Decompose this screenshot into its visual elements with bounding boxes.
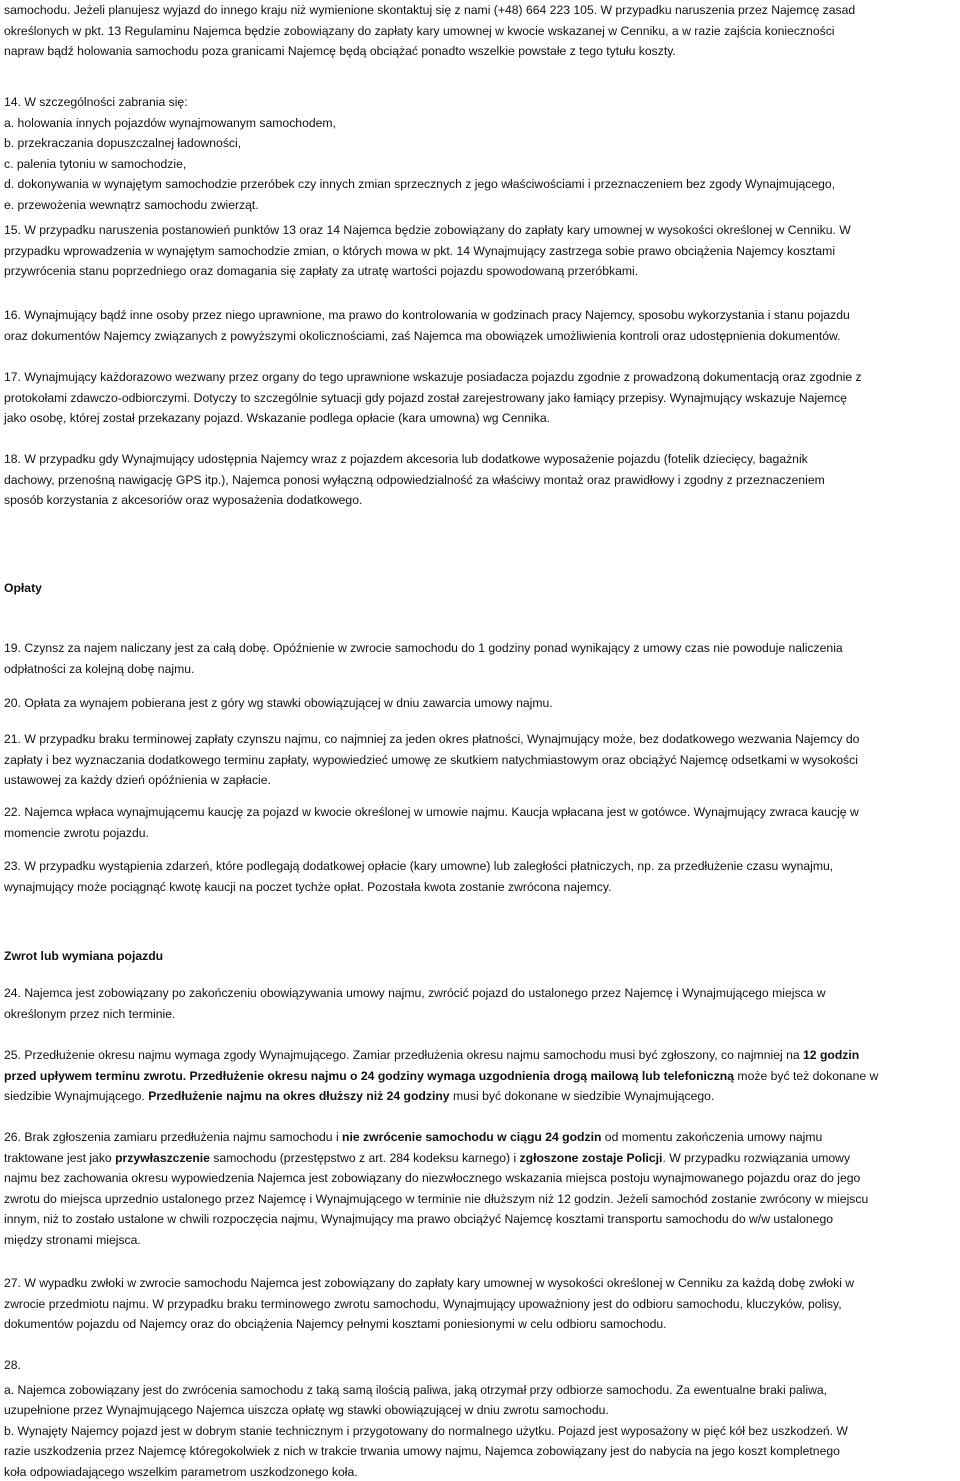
- text-line: 14. W szczególności zabrania się:: [4, 95, 188, 109]
- paragraph-intro: [4, 0, 954, 62]
- text-line: dokumentów pojazdu od Najemcy oraz do obciążenia Najemcy pełnymi kosztami poniesionymi w celu odbioru samochodu.: [4, 1317, 667, 1331]
- text-line: określonym przez nich terminie.: [4, 1006, 176, 1021]
- text-run: siedzibie Wynajmującego.: [4, 1089, 149, 1103]
- text-line: między stronami miejsca.: [4, 1232, 141, 1247]
- bold-text: zgłoszone zostaje Policji: [519, 1150, 663, 1165]
- list-item: a. holowania innych pojazdów wynajmowanym samochodem,: [4, 115, 336, 130]
- text-line: 18. W przypadku gdy Wynajmujący udostępnia Najemcy wraz z pojazdem akcesoria lub dodatkowe wyposażenie pojazdu (fotelik dziecięcy, bagażnik: [4, 452, 808, 466]
- text-run: 26. Brak zgłoszenia zamiaru przedłużenia najmu samochodu i: [4, 1130, 343, 1144]
- text-line: sposób korzystania z akcesoriów oraz wyposażenia dodatkowego.: [4, 493, 363, 507]
- text-line: koła odpowiadającego wszelkim parametrom uszkodzonego koła.: [4, 1464, 358, 1479]
- bold-text: przywłaszczenie: [115, 1150, 210, 1165]
- paragraph-16: [4, 305, 954, 346]
- section-title: Zwrot lub wymiana pojazdu: [4, 949, 164, 963]
- text-line: najmu bez zachowania okresu wypowiedzenia Najemca jest zobowiązany do niezwłocznego wskazania miejsca postoju wynajmowanego pojazdu oraz do jego: [4, 1171, 861, 1185]
- text-line: 21. W przypadku braku terminowej zapłaty czynszu najmu, co najmniej za jeden okres płatności, Wynajmujący może, bez dodatkowego wezwania Najemcy do: [4, 732, 860, 746]
- text-line: 27. W wypadku zwłoki w zwrocie samochodu Najemca jest zobowiązany do zapłaty kary umownej w wysokości określonej w Cenniku za każdą dobę zwłoki w: [4, 1276, 855, 1290]
- text-line: 23. W przypadku wystąpienia zdarzeń, które podlegają dodatkowej opłacie (kary umowne) lub zaległości płatniczych, np. za przedłużenie czasu wynajmu,: [4, 859, 834, 873]
- text-run: traktowane jest jako: [4, 1150, 116, 1165]
- text-line: 22. Najemca wpłaca wynajmującemu kaucję za pojazd w kwocie określonej w umowie najmu. Kaucja wpłacana jest w gotówce. Wynajmujący zwraca kaucję w: [4, 805, 859, 819]
- text-line: samochodu. Jeżeli planujesz wyjazd do innego kraju niż wymienione skontaktuj się z nami (+48) 664 223 105. W przypadku naruszenia przez Najemcę zasad: [4, 3, 856, 17]
- text-line: napraw bądź holowania samochodu poza granicami Najemcę będą obciążać ponadto wszelkie powstałe z tego tytułu koszty.: [4, 44, 676, 58]
- bold-text: przed upływem terminu zwrotu.: [4, 1068, 187, 1083]
- text-line: innym, niż to zostało ustalone w chwili rozpoczęcia najmu, Wynajmujący ma prawo obciążyć Najemcę kosztami transportu samochodu do w/w ustalonego: [4, 1212, 834, 1226]
- paragraph-26: [4, 1127, 954, 1250]
- section-heading-zwrot: [4, 946, 954, 967]
- text-line: 17. Wynajmujący każdorazowo wezwany przez organy do tego uprawnione wskazuje posiadacza pojazdu zgodnie z prowadzoną dokumentacją oraz zgodnie z: [4, 370, 862, 384]
- text-line: określonych w pkt. 13 Regulaminu Najemca będzie zobowiązany do zapłaty kary umownej w kwocie wskazanej w Cenniku, a w razie zajścia konieczności: [4, 23, 835, 38]
- paragraph-19: [4, 638, 954, 679]
- paragraph-22: [4, 802, 954, 843]
- paragraph-14: [4, 92, 954, 215]
- text-line: razie uszkodzenia przez Najemcę któregokolwiek z nich w trakcie trwania umowy najmu, Najemca zobowiązany jest do nabycia na jego koszt kompletnego: [4, 1444, 840, 1458]
- text-line: uzupełnione przez Wynajmującego Najemca uiszcza opłatę wg stawki obowiązującej w dniu zwrotu samochodu.: [4, 1403, 609, 1417]
- bold-text: Przedłużenie najmu na okres dłuższy niż 24 godziny: [148, 1089, 450, 1103]
- paragraph-15: [4, 220, 954, 282]
- text-line: zwrotu do miejsca uprzednio ustalonego przez Najemcę i Wynajmującego w terminie nie dłuższym niż 12 godzin. Jeżeli samochód zostanie zwrócony w miejscu: [4, 1191, 869, 1206]
- text-line: jako osobę, której został przekazany pojazd. Wskazanie podlega opłacie (kara umowna) wg Cennika.: [4, 411, 551, 425]
- text-line: przypadku wprowadzenia w wynajętym samochodzie zmian, o których mowa w pkt. 14 Wynajmujący zastrzega sobie prawo obciążenia Najemcy kosztami: [4, 243, 836, 258]
- text-line: ustawowej za każdy dzień opóźnienia w zapłacie.: [4, 773, 271, 787]
- paragraph-18: [4, 449, 954, 511]
- text-run: od momentu zakończenia umowy najmu: [601, 1130, 823, 1144]
- bold-text: 12 godzin: [803, 1048, 860, 1062]
- paragraph-25: [4, 1045, 954, 1107]
- text-line: zwrocie przedmiotu najmu. W przypadku braku terminowego zwrotu samochodu, Wynajmujący upoważniony jest do odbioru samochodu, kluczyków, polisy,: [4, 1296, 842, 1311]
- text-run: samochodu (przestępstwo z art. 284 kodeksu karnego) i: [209, 1150, 520, 1165]
- paragraph-28: [4, 1355, 954, 1481]
- list-item: d. dokonywania w wynajętym samochodzie przeróbek czy innych zmian sprzecznych z jego właściwościami i przeznaczeniem bez zgody Wynajmującego,: [4, 177, 836, 191]
- text-line: [4, 1148, 954, 1169]
- text-line: 24. Najemca jest zobowiązany po zakończeniu obowiązywania umowy najmu, zwrócić pojazd do ustalonego przez Najemcę i Wynajmującego miejsca w: [4, 986, 826, 1000]
- list-item: b. przekraczania dopuszczalnej ładowności,: [4, 136, 242, 150]
- text-line: [4, 1127, 954, 1148]
- text-line: 19. Czynsz za najem naliczany jest za całą dobę. Opóźnienie w zwrocie samochodu do 1 godziny ponad wynikający z umowy czas nie powoduje naliczenia: [4, 641, 843, 655]
- paragraph-17: [4, 367, 954, 429]
- section-heading-oplaty: [4, 578, 954, 599]
- paragraph-21: [4, 729, 954, 791]
- paragraph-number: 28.: [4, 1358, 21, 1372]
- text-line: wynajmujący może pociągnąć kwotę kaucji na poczet tychże opłat. Pozostała kwota zostanie zwrócona najemcy.: [4, 879, 612, 894]
- text-line: odpłatności za kolejną dobę najmu.: [4, 661, 195, 676]
- section-title: Opłaty: [4, 581, 42, 595]
- paragraph-23: [4, 856, 954, 897]
- text-line: 20. Opłata za wynajem pobierana jest z góry wg stawki obowiązującej w dniu zawarcia umowy najmu.: [4, 696, 553, 710]
- list-item: b. Wynajęty Najemcy pojazd jest w dobrym stanie technicznym i przygotowany do normalnego użytku. Pojazd jest wyposażony w pięć kół bez uszkodzeń. W: [4, 1423, 848, 1438]
- text-line: protokołami zdawczo-odbiorczymi. Dotyczy to szczególnie sytuacji gdy pojazd został zarejestrowany jako łamiący przepisy. Wynajmujący wskazuje Najemcę: [4, 390, 847, 405]
- text-run: . W przypadku rozwiązania umowy: [662, 1150, 851, 1165]
- text-line: 16. Wynajmujący bądź inne osoby przez niego uprawnione, ma prawo do kontrolowania w godzinach pracy Najemcy, sposobu wykorzystania i stanu pojazdu: [4, 308, 850, 322]
- paragraph-20: [4, 693, 954, 714]
- text-line: zapłaty i bez wyznaczania dodatkowego terminu zapłaty, wypowiedzieć umowę ze skutkiem natychmiastowym oraz obciążyć Najemcę odsetkami w wysokości: [4, 752, 858, 767]
- paragraph-27: [4, 1273, 954, 1335]
- text-line: [4, 1086, 954, 1107]
- text-line: przywrócenia stanu poprzedniego oraz domagania się zapłaty za utratę wartości pojazdu spowodowaną przeróbkami.: [4, 264, 639, 278]
- text-line: 15. W przypadku naruszenia postanowień punktów 13 oraz 14 Najemca będzie zobowiązany do zapłaty kary umownej w wysokości określonej w Cenniku. W: [4, 223, 851, 237]
- list-item: a. Najemca zobowiązany jest do zwrócenia samochodu z taką samą ilością paliwa, jaką otrzymał przy odbiorze samochodu. Za ewentualne braki paliwa,: [4, 1382, 828, 1397]
- text-line: [4, 1045, 954, 1066]
- list-item: c. palenia tytoniu w samochodzie,: [4, 156, 187, 171]
- text-run: musi być dokonane w siedzibie Wynajmującego.: [449, 1089, 715, 1103]
- text-line: oraz dokumentów Najemcy związanych z powyższymi okolicznościami, zaś Najemca ma obowiązek umożliwienia kontroli oraz udostępnienia dokumentów.: [4, 328, 841, 343]
- text-line: momencie zwrotu pojazdu.: [4, 825, 149, 840]
- text-line: [4, 1066, 954, 1087]
- bold-text: nie zwrócenie samochodu w ciągu 24 godzin: [342, 1130, 602, 1144]
- paragraph-24: [4, 983, 954, 1024]
- text-line: dachowy, przenośną nawigację GPS itp.), Najemca ponosi wyłączną odpowiedzialność za właściwy montaż oraz prawidłowy i zgodny z przeznaczeniem: [4, 472, 825, 487]
- text-run: może być też dokonane w: [734, 1068, 879, 1083]
- text-run: 25. Przedłużenie okresu najmu wymaga zgody Wynajmującego. Zamiar przedłużenia okresu najmu samochodu musi być zgłoszony, co najmniej na: [4, 1048, 804, 1062]
- list-item: e. przewożenia wewnątrz samochodu zwierząt.: [4, 197, 259, 212]
- bold-text: Przedłużenie okresu najmu o 24 godziny wymaga uzgodnienia drogą mailową lub telefoniczną: [186, 1068, 735, 1083]
